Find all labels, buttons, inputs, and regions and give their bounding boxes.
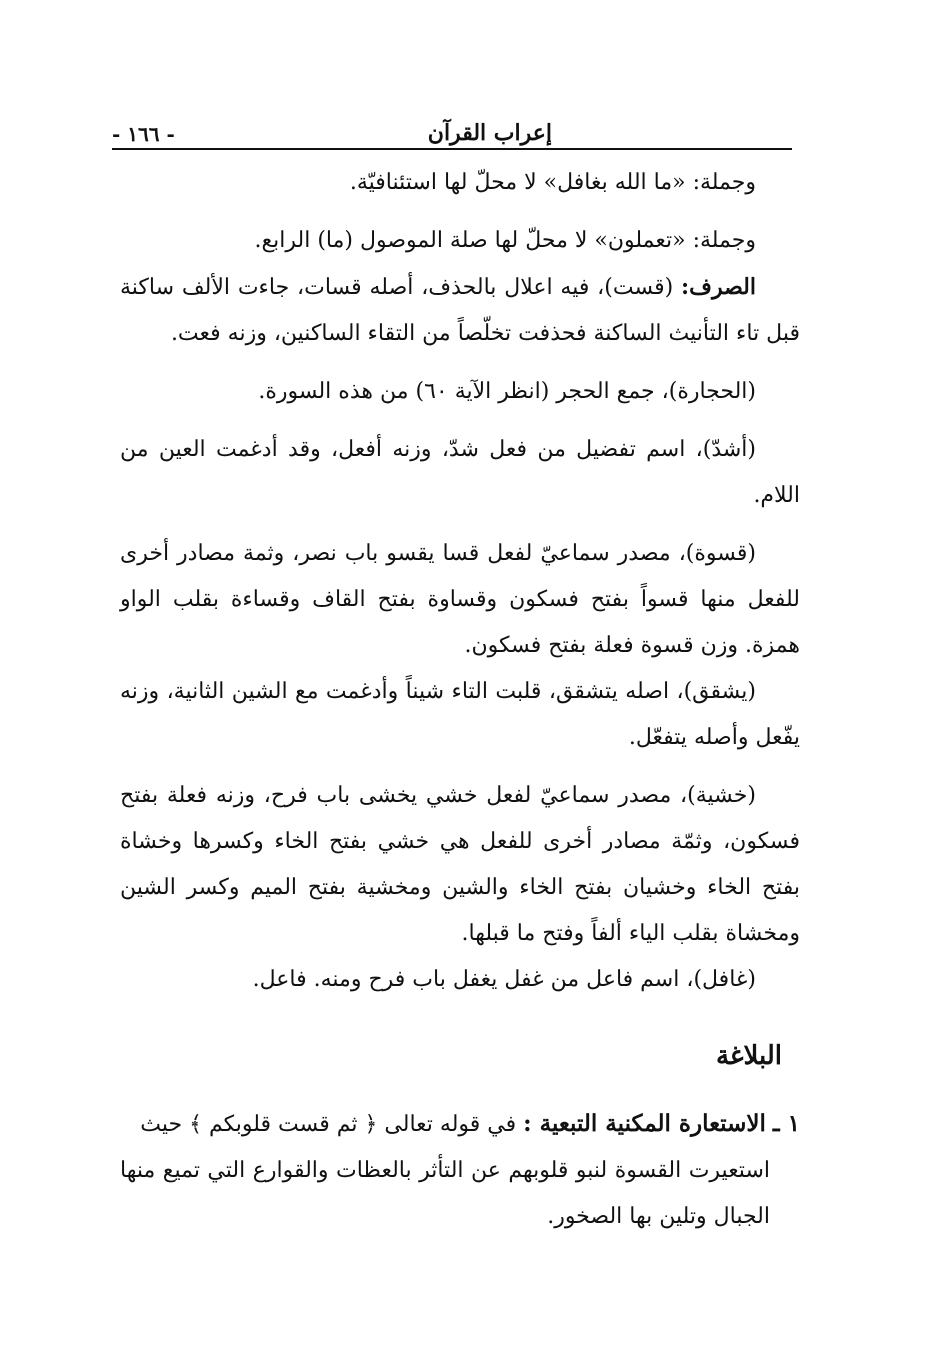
paragraph-ashadd: (أشدّ)، اسم تفضيل من فعل شدّ، وزنه أفعل، وقد أدغمت العين من اللام. [120,437,800,508]
rhetoric-item-number: ١ ـ [772,1110,800,1137]
paragraph-ghafil: (غافل)، اسم فاعل من غفل يغفل باب فرح ومنه. فاعل. [252,967,756,992]
paragraph-yashshaqqaq: (يشقق)، اصله يتشقق، قلبت التاء شيناً وأدغمت مع الشين الثانية، وزنه يفّعل وأصله يتفعّل. [120,679,800,750]
section-heading-rhetoric: البلاغة [715,1041,782,1071]
rhetoric-item-title: الاستعارة المكنية التبعية : [523,1110,766,1137]
paragraph-morphology [120,264,800,357]
page-number: - ١٦٦ - [112,122,175,146]
paragraph-khashya: (خشية)، مصدر سماعيّ لفعل خشي يخشى باب فرح، وزنه فعلة بفتح فسكون، وثمّة مصادر أخرى للفعل هي خشي بفتح الخاء وكسرها وخشاة بفتح الخاء وخشيان بفتح الخاء والشين ومخشية بفتح الميم وكسر الشين ومخشاة بقلب الياء ألفاً وفتح ما قبلها. [120,783,800,946]
morphology-text: (قست)، فيه اعلال بالحذف، أصله قسات، جاءت الألف ساكنة قبل تاء التأنيث الساكنة فحذفت تخلّصاً من التقاء الساكنين، وزنه فعت. [120,275,800,346]
rhetoric-item-body: استعيرت القسوة لنبو قلوبهم عن التأثر بالعظات والقوارع التي تميع منها الجبال وتلين بها الصخور. [120,1158,770,1229]
page-body [120,160,800,1240]
rhetoric-item [120,1101,800,1148]
rhetoric-item-intro: في قوله تعالى ﴿ ثم قست قلوبكم ﴾ حيث [140,1112,524,1137]
morphology-term: الصرف: [681,274,756,300]
running-title: إعراب القرآن [427,120,552,146]
paragraph-hijara: (الحجارة)، جمع الحجر (انظر الآية ٦٠) من هذه السورة. [258,379,756,404]
header-rule [112,148,792,150]
paragraph-sentence-1: وجملة: «ما الله بغافل» لا محلّ لها استئنافيّة. [349,170,756,195]
page-header [112,110,792,146]
paragraph-qaswa: (قسوة)، مصدر سماعيّ لفعل قسا يقسو باب نصر، وثمة مصادر أخرى للفعل منها قسواً بفتح فسكون وقساوة بفتح القاف وقساءة بقلب الواو همزة. وزن قسوة فعلة بفتح فسكون. [120,541,800,658]
paragraph-sentence-2: وجملة: «تعملون» لا محلّ لها صلة الموصول (ما) الرابع. [254,228,756,253]
